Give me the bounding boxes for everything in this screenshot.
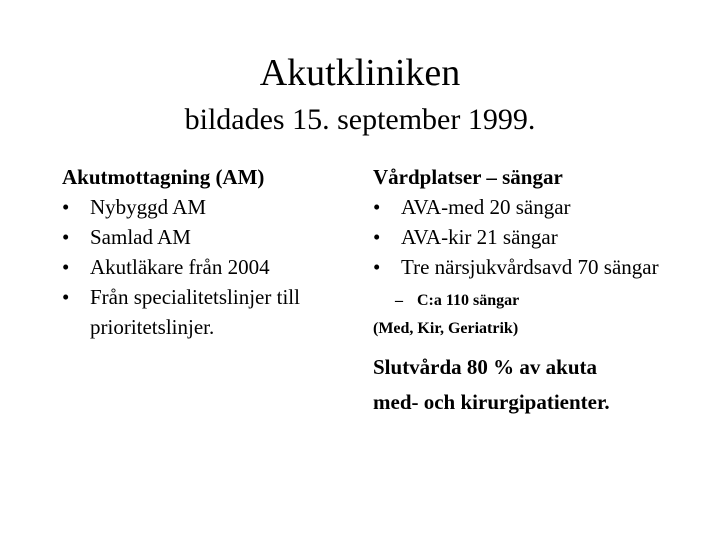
bullet-icon: •: [373, 255, 381, 279]
left-heading: Akutmottagning (AM): [62, 165, 265, 189]
sub-list-item: [373, 288, 693, 314]
bullet-icon: •: [373, 195, 381, 219]
bullet-icon: •: [373, 225, 381, 249]
sub-list-item-text: C:a 110 sängar: [417, 292, 520, 309]
right-bullet-list: [373, 192, 693, 282]
bullet-icon: •: [62, 285, 70, 309]
bullet-icon: •: [62, 225, 70, 249]
category-note: (Med, Kir, Geriatrik): [373, 320, 519, 337]
right-heading: Vårdplatser – sängar: [373, 165, 563, 189]
dash-icon: –: [395, 292, 403, 309]
bullet-icon: •: [62, 255, 70, 279]
slide-title: Akutkliniken: [259, 52, 461, 94]
list-item: [62, 222, 352, 252]
list-item: [373, 192, 693, 222]
list-item: [62, 252, 352, 282]
list-item: [62, 282, 352, 342]
right-column: [373, 162, 693, 420]
list-item: [373, 252, 693, 282]
summary-line: med- och kirurgipatienter.: [373, 390, 610, 414]
left-bullet-list: [62, 192, 352, 342]
list-item-text: Tre närsjukvårdsavd 70 sängar: [401, 255, 659, 279]
list-item-text: AVA-kir 21 sängar: [401, 225, 558, 249]
summary-line: Slutvårda 80 % av akuta: [373, 355, 598, 379]
list-item-text: AVA-med 20 sängar: [401, 195, 571, 219]
list-item-text: Akutläkare från 2004: [90, 255, 270, 279]
bullet-icon: •: [62, 195, 70, 219]
list-item-text: Samlad AM: [90, 225, 191, 249]
summary-text: [373, 350, 693, 420]
list-item-text: Från specialitetslinjer till prioritetslinjer.: [90, 285, 300, 339]
list-item: [62, 192, 352, 222]
slide-subtitle: bildades 15. september 1999.: [184, 103, 536, 136]
list-item-text: Nybyggd AM: [90, 195, 207, 219]
list-item: [373, 222, 693, 252]
left-column: [62, 162, 352, 342]
